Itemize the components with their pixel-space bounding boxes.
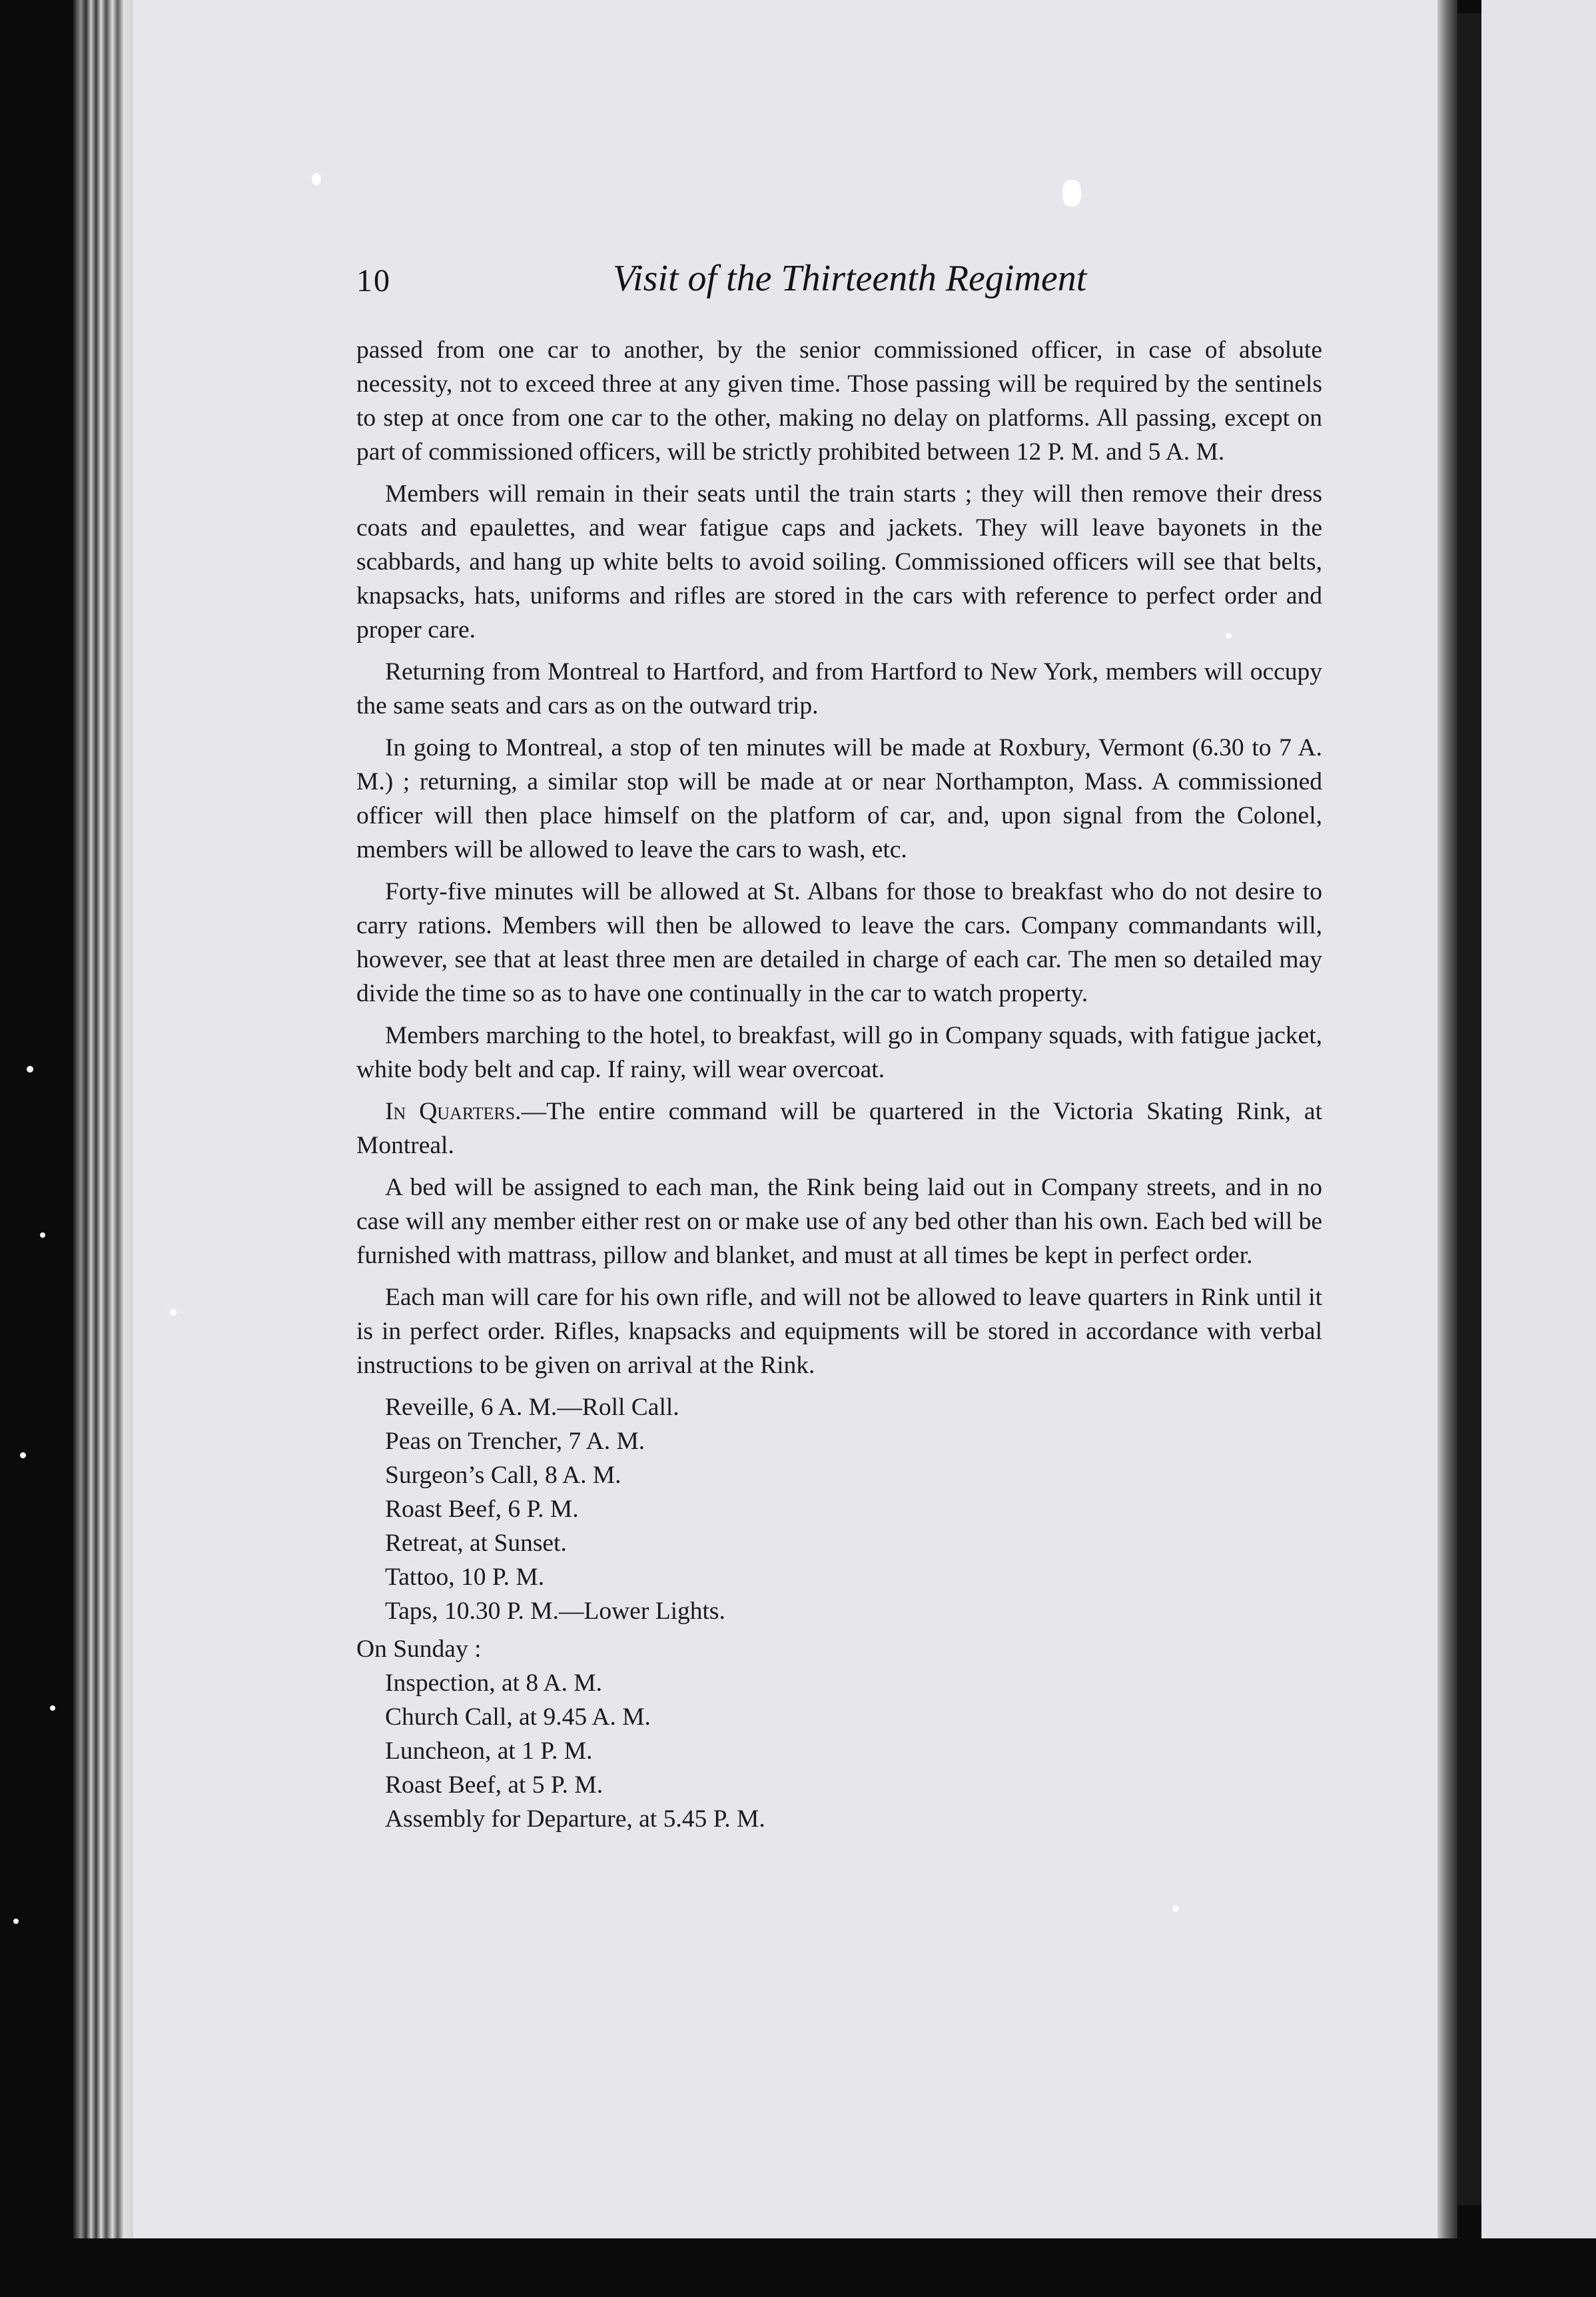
section-heading: In Quarters.: [385, 1098, 522, 1125]
schedule-item: Roast Beef, at 5 P. M.: [385, 1771, 603, 1799]
scan-speck: [1062, 180, 1081, 207]
scan-speck: [170, 1309, 177, 1316]
scan-speck: [1172, 1905, 1179, 1912]
schedule-item: Taps, 10.30 P. M.—Lower Lights.: [385, 1598, 725, 1625]
sunday-heading: On Sunday :: [356, 1635, 482, 1663]
paragraph: passed from one car to another, by the senior commissioned officer, in case of absolute necessity, not to exceed three at any given time. Those passing will be required by the sentinels to step at once from one car to the other, making no delay on platforms. All passing, except on part of commissioned officers, will be strictly prohibited between 12 P. M. and 5 A. M.: [356, 336, 1322, 466]
facing-page-edge: [1481, 0, 1596, 2252]
page-edges: [73, 0, 137, 2238]
page-number: 10: [356, 263, 391, 298]
schedule-item: Tattoo, 10 P. M.: [385, 1564, 545, 1591]
page-body: [356, 333, 1322, 1836]
scan-speck: [20, 1452, 26, 1458]
scan-border: [73, 2238, 1596, 2297]
scan-speck: [312, 173, 321, 185]
schedule-item: Assembly for Departure, at 5.45 P. M.: [385, 1805, 765, 1833]
schedule-item: Surgeon’s Call, 8 A. M.: [385, 1462, 621, 1489]
running-title: Visit of the Thirteenth Regiment: [613, 258, 1087, 299]
daily-schedule: [356, 1390, 1322, 1628]
sunday-schedule: [356, 1666, 1322, 1836]
paragraph: Forty-five minutes will be allowed at St. Albans for those to breakfast who do not desire to carry rations. Members will then be allowed to leave the cars. Company commandants will, however, see that at least three men are detailed in charge of each car. The men so detailed may divide the time so as to have one continually in the car to watch property.: [356, 878, 1322, 1007]
paragraph: Members will remain in their seats until the train starts ; they will then remove their dress coats and epaulettes, and wear fatigue caps and jackets. They will leave bayonets in the scabbards, and hang up white belts to avoid soiling. Commissioned officers will see that belts, knapsacks, hats, uniforms and rifles are stored in the cars with reference to perfect order and proper care.: [356, 480, 1322, 644]
gutter-band: [1457, 13, 1481, 2205]
schedule-item: Luncheon, at 1 P. M.: [385, 1737, 593, 1765]
scan-speck: [40, 1232, 45, 1238]
schedule-item: Roast Beef, 6 P. M.: [385, 1496, 579, 1523]
scan-speck: [13, 1919, 19, 1924]
scan-speck: [27, 1066, 33, 1073]
paragraph: A bed will be assigned to each man, the Rink being laid out in Company streets, and in no case will any member either rest on or make use of any bed other than his own. Each bed will be furnished with mattrass, pillow and blanket, and must at all times be kept in perfect order.: [356, 1174, 1322, 1269]
scan-speck: [50, 1705, 55, 1711]
quarters-paragraph: [356, 1095, 1322, 1162]
spine-shadow: [1437, 0, 1457, 2238]
schedule-item: Reveille, 6 A. M.—Roll Call.: [385, 1394, 679, 1421]
schedule-item: Church Call, at 9.45 A. M.: [385, 1703, 651, 1731]
schedule-item: Inspection, at 8 A. M.: [385, 1669, 603, 1697]
paragraph: Returning from Montreal to Hartford, and from Hartford to New York, members will occupy the same seats and cars as on the outward trip.: [356, 658, 1322, 719]
schedule-item: Peas on Trencher, 7 A. M.: [385, 1428, 645, 1455]
schedule-item: Retreat, at Sunset.: [385, 1530, 567, 1557]
paragraph: In going to Montreal, a stop of ten minutes will be made at Roxbury, Vermont (6.30 to 7 A. M.) ; returning, a similar stop will be made at or near Northampton, Mass. A commissioned officer will then place himself on the platform of car, and, upon signal from the Colonel, members will be allowed to leave the cars to wash, etc.: [356, 734, 1322, 863]
running-head: [356, 254, 1322, 314]
quarters-text: —The entire command will be quartered in the Victoria Skating Rink, at Montreal.: [356, 1098, 1322, 1159]
paragraph: Members marching to the hotel, to breakfast, will go in Company squads, with fatigue jacket, white body belt and cap. If rainy, will wear overcoat.: [356, 1022, 1322, 1083]
paragraph: Each man will care for his own rifle, and will not be allowed to leave quarters in Rink until it is in perfect order. Rifles, knapsacks and equipments will be stored in accordance with verbal instructions to be given on arrival at the Rink.: [356, 1284, 1322, 1379]
